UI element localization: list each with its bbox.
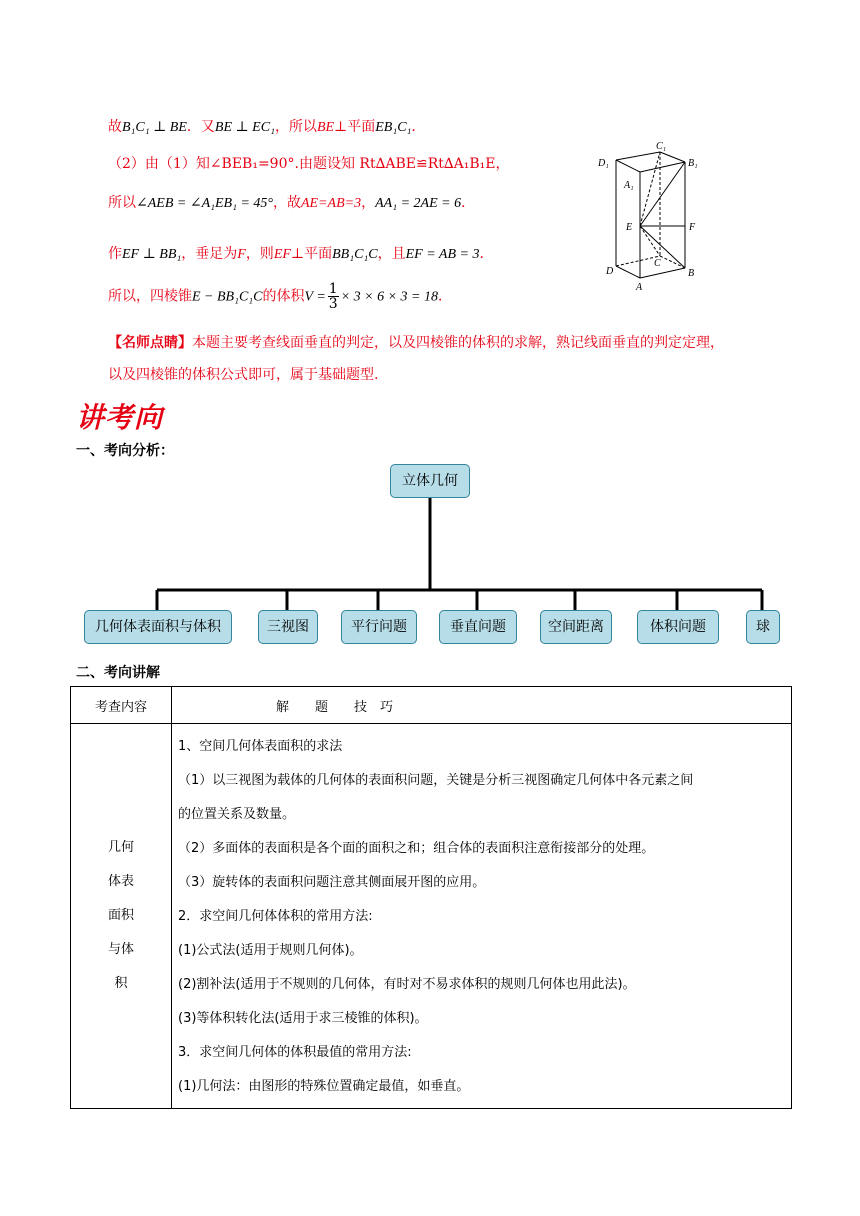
label-c1: C₁ — [656, 141, 667, 152]
text: 的体积 — [262, 288, 305, 305]
hidden-edge — [660, 256, 685, 268]
text: 所以，四棱锥 — [108, 288, 192, 305]
content-line: (2)割补法(适用于不规则的几何体，有时对不易求体积的规则几何体也用此法)。 — [178, 977, 636, 992]
text: ． — [479, 246, 494, 262]
edge — [616, 266, 640, 278]
segment-eb1 — [640, 162, 685, 226]
content-line: (3)等体积转化法(适用于求三棱锥的体积)。 — [178, 1011, 428, 1026]
comment-line-2: 以及四棱锥的体积公式即可，属于基础题型. — [108, 367, 379, 383]
section-heading-analysis: 一、考向分析： — [76, 443, 174, 459]
tree-node-perpendicular: 垂直问题 — [439, 610, 517, 644]
solution-line-2: （2）由（1）知∠BEB₁=90°.由题设知 Rt∆ABE≌Rt∆A₁B₁E， — [108, 156, 510, 172]
text: 故 — [108, 119, 122, 135]
math: AA₁ = 2AE = 6 — [375, 196, 462, 211]
edge — [616, 152, 660, 160]
tree-node-volume: 体积问题 — [637, 610, 719, 644]
label-d: D — [606, 266, 614, 277]
math: EF ⊥ BB₁ — [122, 247, 182, 262]
row-label-line: 几何 — [107, 840, 134, 855]
text: ． — [437, 288, 452, 305]
section-heading-explain: 二、考向讲解 — [76, 665, 160, 681]
table-row — [71, 724, 792, 1109]
label-d1: D₁ — [598, 158, 609, 169]
math: V = — [304, 289, 326, 305]
fraction — [328, 282, 339, 311]
edge — [640, 268, 685, 278]
text: ．又 — [186, 119, 215, 135]
solution-line-1 — [108, 116, 425, 136]
header-left: 考查内容 — [71, 687, 172, 724]
row-label-line: 体表 — [107, 874, 134, 889]
tree-node-surface-volume: 几何体表面积与体积 — [84, 610, 232, 644]
label-e: E — [626, 222, 633, 233]
section-title-big: 讲考向 — [76, 401, 164, 434]
segment-ec — [640, 226, 660, 256]
label-c: C — [654, 258, 661, 269]
tree-node-distance: 空间距离 — [540, 610, 612, 644]
segment-ec1 — [640, 152, 660, 226]
text: ． — [461, 195, 476, 211]
text: ，故 — [273, 195, 301, 211]
math: ∠AEB = ∠A₁EB₁ = 45° — [136, 196, 273, 211]
content-line: （1）以三视图为载体的几何体的表面积问题，关键是分析三视图确定几何体中各元素之间 — [178, 773, 694, 788]
text: 作 — [108, 246, 122, 262]
row-content — [172, 724, 792, 1109]
math: BE — [316, 120, 335, 135]
label-f: F — [689, 222, 696, 233]
text: ，所以 — [274, 119, 317, 135]
comment-text: 本题主要考查线面垂直的判定，以及四棱锥的体积的求解，熟记线面垂直的判定定理， — [192, 335, 724, 351]
text: ，垂足为 — [181, 246, 238, 262]
tree-connectors — [0, 480, 860, 630]
text: ，则 — [245, 246, 274, 262]
math: EB₁C₁ — [375, 120, 412, 135]
math: BE ⊥ EC₁ — [214, 120, 275, 135]
row-label-line: 与体 — [107, 942, 134, 957]
header-right: 解 题 技 巧 — [172, 687, 792, 724]
content-line: 3．求空间几何体的体积最值的常用方法: — [178, 1045, 412, 1060]
text: 所以 — [108, 195, 136, 211]
text: ⊥平面 — [334, 119, 376, 135]
math: E − BB₁C₁C — [192, 289, 263, 305]
math: B₁C₁ ⊥ BE — [122, 120, 187, 135]
content-line: 1、空间几何体表面积的求法 — [178, 739, 343, 754]
content-line: （3）旋转体的表面积问题注意其侧面展开图的应用。 — [178, 875, 486, 890]
math: × 3 × 6 × 3 = 18 — [340, 289, 438, 305]
solution-line-4 — [108, 243, 493, 263]
segment-eb — [640, 226, 685, 268]
content-line: （2）多面体的表面积是各个面的面积之和；组合体的表面积注意衔接部分的处理。 — [178, 841, 655, 856]
prism-figure — [590, 138, 710, 293]
fraction-denominator: 3 — [328, 296, 338, 312]
comment-line-1 — [108, 332, 724, 352]
explanation-table — [70, 686, 792, 1109]
spacer — [660, 152, 685, 268]
text: ，且 — [377, 246, 406, 262]
row-label-line: 面积 — [107, 908, 134, 923]
text: ， — [361, 195, 376, 211]
label-a: A — [636, 282, 643, 293]
math: EF — [273, 247, 291, 262]
fraction-numerator: 1 — [328, 281, 338, 297]
solution-line-3 — [108, 192, 475, 212]
solution-line-5 — [108, 282, 452, 311]
math: EF = AB = 3 — [405, 247, 480, 262]
tree-node-sphere: 球 — [746, 610, 780, 644]
content-line: 2．求空间几何体体积的常用方法: — [178, 909, 373, 924]
content-line: 的位置关系及数量。 — [178, 807, 296, 822]
comment-tag: 【名师点睛】 — [108, 335, 192, 351]
label-a1: A₁ — [624, 180, 634, 191]
tree-root: 立体几何 — [390, 464, 470, 498]
text: ． — [411, 119, 426, 135]
edge — [640, 162, 685, 172]
label-b1: B₁ — [688, 158, 698, 169]
tree-node-parallel: 平行问题 — [341, 610, 417, 644]
tree-node-three-views: 三视图 — [258, 610, 318, 644]
content-line: (1)公式法(适用于规则几何体)。 — [178, 943, 363, 958]
row-label-line: 积 — [114, 976, 128, 991]
content-line: (1)几何法：由图形的特殊位置确定最值，如垂直。 — [178, 1079, 470, 1094]
math: AE=AB=3 — [301, 196, 362, 211]
math: F — [237, 247, 246, 262]
table-header-row — [71, 687, 792, 724]
math: BB₁C₁C — [332, 247, 378, 262]
text: ⊥平面 — [290, 246, 333, 262]
edge — [616, 160, 640, 172]
row-label — [71, 724, 172, 1109]
label-b: B — [688, 268, 695, 279]
edge — [660, 152, 685, 162]
